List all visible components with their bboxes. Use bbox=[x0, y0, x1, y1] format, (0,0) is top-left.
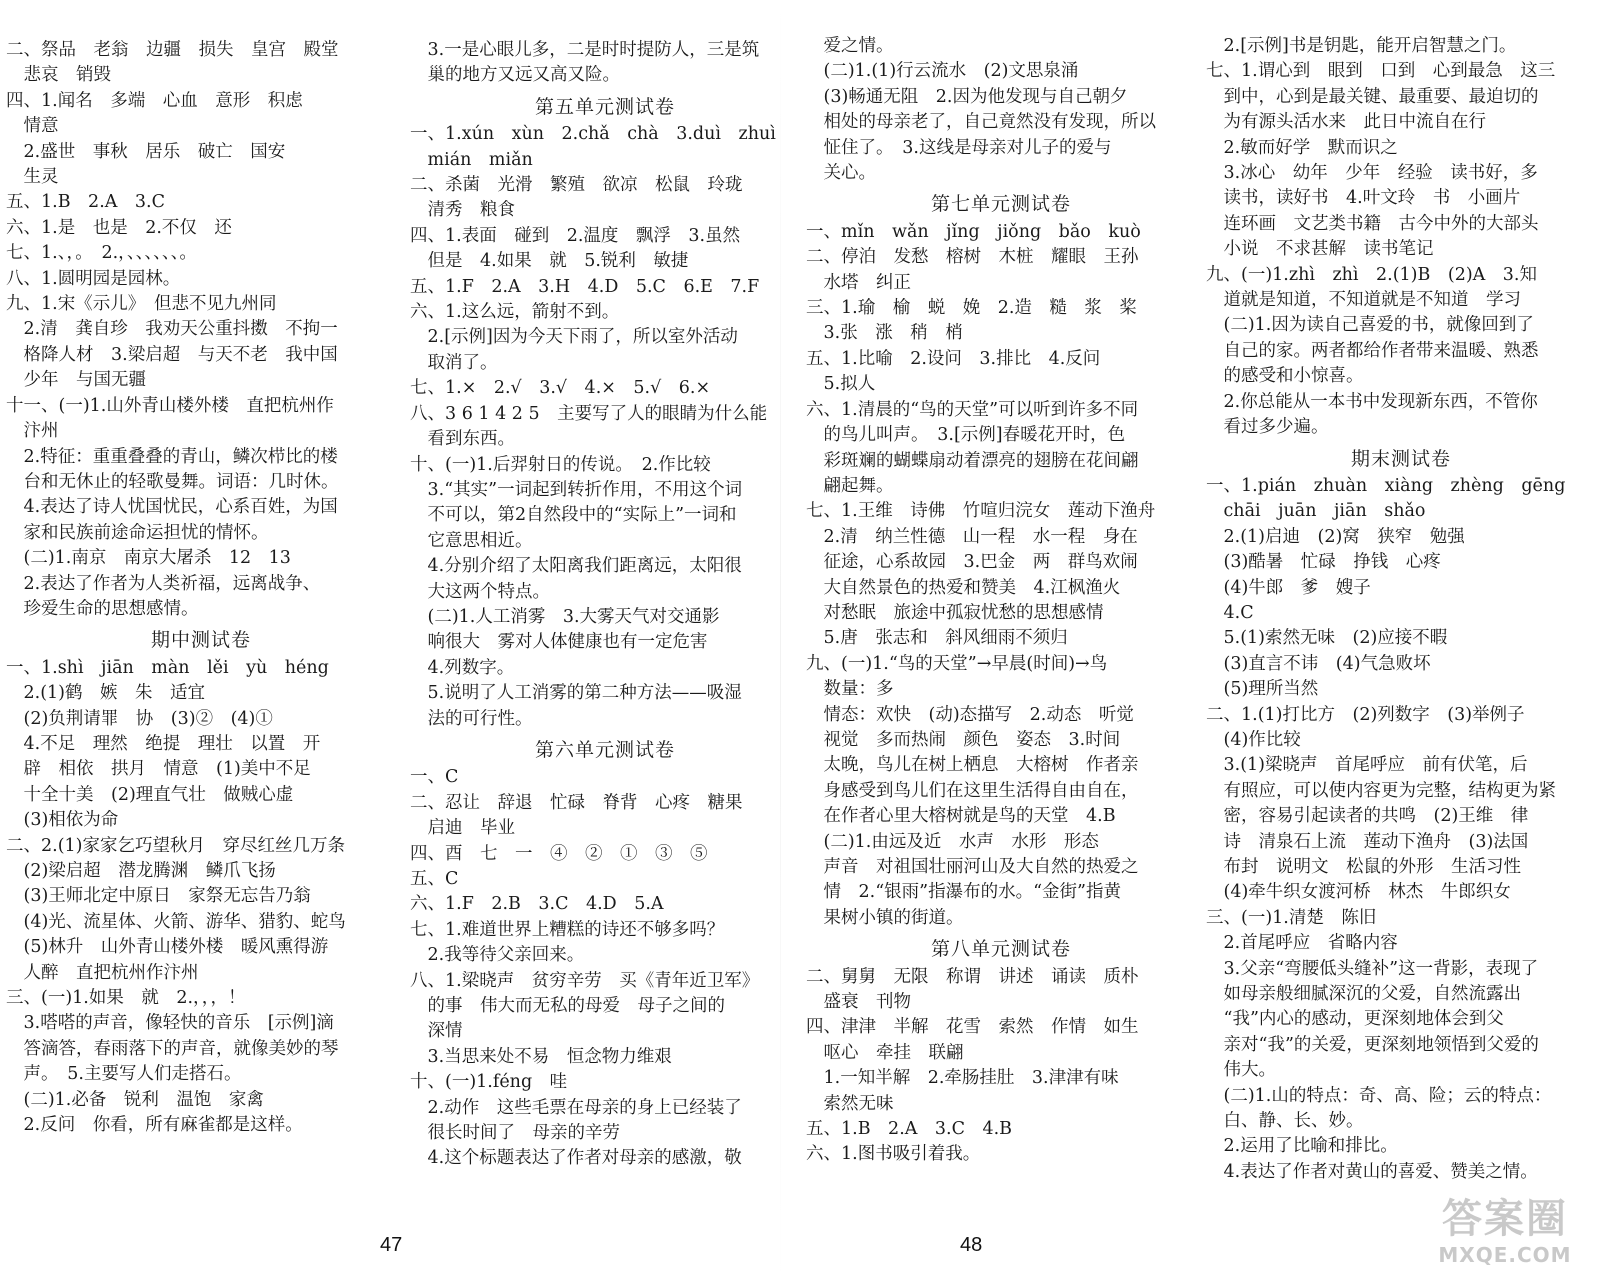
answer-line: 2.反问 你看，所有麻雀都是这样。 bbox=[6, 1115, 303, 1136]
answer-line: (二)1.南京 南京大屠杀 12 13 bbox=[6, 548, 291, 569]
answer-line: 七、1.× 2.√ 3.√ 4.× 5.√ 6.× bbox=[410, 378, 711, 399]
answer-line: 怔住了。 3.这线是母亲对儿子的爱与 bbox=[806, 137, 1112, 158]
answer-line: 果树小镇的街道。 bbox=[806, 907, 964, 928]
answer-line: 大这两个特点。 bbox=[410, 581, 550, 602]
answer-line: 五、C bbox=[410, 869, 459, 889]
answer-line: (二)1.山的特点：奇、高、险；云的特点： bbox=[1206, 1085, 1552, 1106]
answer-line: 看过多少遍。 bbox=[1206, 417, 1329, 438]
answer-line: 一、1.pián zhuàn xiàng zhèng gēng bbox=[1206, 475, 1566, 496]
answer-line: 九、(一)1.“鸟的天堂”→早晨(时间)→鸟 bbox=[806, 653, 1108, 674]
answer-line: 亲对“我”的关爱，更深刻地领悟到父爱的 bbox=[1206, 1034, 1539, 1055]
answer-line: 人醉 直把杭州作汴州 bbox=[6, 962, 199, 983]
answer-line: 3.父亲“弯腰低头缝补”这一背影，表现了 bbox=[1206, 958, 1539, 979]
answer-line: 小说 不求甚解 读书笔记 bbox=[1206, 239, 1434, 260]
answer-line: 一、C bbox=[410, 767, 459, 788]
answer-line: 答滴答，春雨落下的声音，就像美妙的琴 bbox=[6, 1038, 339, 1059]
answer-line: 二、祭品 老翁 边疆 损失 皇宫 殿堂 bbox=[6, 40, 339, 60]
answer-line: 五、1.比喻 2.设问 3.排比 4.反问 bbox=[806, 348, 1101, 369]
answer-line: 2.[示例]因为今天下雨了，所以室外活动 bbox=[410, 327, 738, 348]
answer-line: 2.盛世 事秋 居乐 破亡 国安 bbox=[6, 141, 286, 162]
answer-line: 2.特征：重重叠叠的青山，鳞次栉比的楼 bbox=[6, 446, 338, 467]
answer-line: 四、1.闻名 多端 心血 意形 积虑 bbox=[6, 90, 303, 111]
answer-line: (2)梁启超 潜龙腾渊 鳞爪飞扬 bbox=[6, 861, 276, 881]
answer-line: 4.表达了作者对黄山的喜爱、赞美之情。 bbox=[1206, 1161, 1538, 1182]
answer-line: 它意思相近。 bbox=[410, 530, 533, 551]
answer-line: 一、1.shì jiān màn lěi yù héng bbox=[6, 657, 329, 678]
answer-line: 3.冰心 幼年 少年 经验 读书好，多 bbox=[1206, 163, 1538, 184]
answer-line: 生灵 bbox=[6, 167, 59, 188]
section-heading: 期中测试卷 bbox=[150, 629, 251, 652]
answer-line: 情 2.“银雨”指瀑布的水。“金街”指黄 bbox=[806, 882, 1121, 903]
answer-line: 法的可行性。 bbox=[410, 708, 533, 729]
page-fold bbox=[780, 0, 781, 1286]
answer-line: 九、1.宋《示儿》 但悲不见九州同 bbox=[6, 294, 277, 315]
answer-line: 呕心 牵挂 联翩 bbox=[806, 1042, 964, 1063]
answer-line: 2.[示例]书是钥匙，能开启智慧之门。 bbox=[1206, 36, 1517, 56]
answer-line: (2)负荆请罪 协 (3)② (4)① bbox=[6, 708, 273, 729]
answer-line: 清秀 粮食 bbox=[410, 200, 515, 221]
answer-line: 悲哀 销毁 bbox=[6, 65, 111, 86]
answer-line: 三、1.瑜 榆 蜕 娩 2.造 糙 浆 桨 bbox=[806, 298, 1137, 319]
answer-line: 响很大 雾对人体健康也有一定危害 bbox=[410, 632, 708, 653]
answer-line: “我”内心的感动，更深刻地体会到父 bbox=[1206, 1009, 1504, 1030]
answer-line: 情态：欢快 (动)态描写 2.动态 听觉 bbox=[806, 704, 1134, 725]
answer-line: 不可以，第2自然段中的“实际上”一词和 bbox=[410, 505, 737, 526]
answer-line: (二)1.必备 锐利 温饱 家禽 bbox=[6, 1089, 264, 1110]
answer-line: 盛衰 刊物 bbox=[806, 992, 911, 1013]
answer-line: 二、2.(1)家家乞巧望秋月 穿尽红丝几万条 bbox=[6, 835, 345, 856]
watermark bbox=[1420, 1196, 1590, 1280]
answer-line: 九、(一)1.zhì zhì 2.(1)B (2)A 3.知 bbox=[1206, 264, 1537, 285]
answer-line: (5)理所当然 bbox=[1206, 679, 1319, 700]
answer-line: 五、1.B 2.A 3.C bbox=[6, 192, 165, 213]
answer-line: 巢的地方又远又高又险。 bbox=[410, 65, 620, 86]
answer-line: 六、1.F 2.B 3.C 4.D 5.A bbox=[410, 894, 664, 915]
answer-line: 2.清 纳兰性德 山一程 水一程 身在 bbox=[806, 526, 1138, 547]
answer-column-3 bbox=[806, 34, 1176, 1168]
answer-line: 3.当思来处不易 恒念物力维艰 bbox=[410, 1046, 672, 1067]
answer-line: 十、(一)1.féng 哇 bbox=[410, 1072, 568, 1093]
answer-line: 爱之情。 bbox=[806, 36, 894, 56]
answer-line: (二)1.人工消雾 3.大雾天气对交通影 bbox=[410, 606, 720, 627]
answer-line: 视觉 多而热闹 颜色 姿态 3.时间 bbox=[806, 729, 1121, 750]
answer-line: 3.“其实”一词起到转折作用，不用这个词 bbox=[410, 479, 743, 500]
answer-line: 的事 伟大而无私的母爱 母子之间的 bbox=[410, 996, 725, 1017]
answer-line: 十一、(一)1.山外青山楼外楼 直把杭州作 bbox=[6, 395, 334, 416]
answer-line: 七、1.谓心到 眼到 口到 心到最急 这三 bbox=[1206, 61, 1556, 82]
answer-line: 的感受和小惊喜。 bbox=[1206, 366, 1364, 387]
answer-line: 2.(1)鹤 嫉 朱 适宜 bbox=[6, 683, 205, 704]
answer-line: 3.一是心眼儿多，二是时时提防人，三是筑 bbox=[410, 40, 760, 60]
answer-line: 在作者心里大榕树就是鸟的天堂 4.B bbox=[806, 806, 1116, 827]
answer-line: 三、(一)1.如果 就 2.，，，！ bbox=[6, 988, 246, 1009]
answer-line: 十、(一)1.后羿射日的传说。 2.作比较 bbox=[410, 454, 711, 475]
answer-line: (二)1.(1)行云流水 (2)文思泉涌 bbox=[806, 61, 1079, 82]
answer-line: 5.拟人 bbox=[806, 374, 876, 395]
answer-line: 2.(1)启迪 (2)窝 狭窄 勉强 bbox=[1206, 526, 1465, 547]
answer-line: 2.敏而好学 默而识之 bbox=[1206, 137, 1398, 158]
answer-line: 有照应，可以使内容更为完整，结构更为紧 bbox=[1206, 780, 1556, 801]
answer-line: 三、(一)1.清楚 陈旧 bbox=[1206, 907, 1377, 928]
answer-line: 五、1.F 2.A 3.H 4.D 5.C 6.E 7.F bbox=[410, 276, 760, 297]
answer-line: 翩起舞。 bbox=[806, 475, 894, 496]
answer-line: 水塔 纠正 bbox=[806, 272, 911, 293]
answer-line: 2.清 龚自珍 我劝天公重抖擞 不拘一 bbox=[6, 319, 338, 340]
answer-line: 2.表达了作者为人类祈福，远离战争、 bbox=[6, 573, 321, 594]
answer-line: 一、mǐn wǎn jǐng jiǒng bǎo kuò bbox=[806, 221, 1141, 242]
answer-line: 四、1.表面 碰到 2.温度 飘浮 3.虽然 bbox=[410, 225, 741, 246]
answer-line: 的鸟儿叫声。 3.[示例]春暖花开时，色 bbox=[806, 425, 1126, 446]
answer-line: (4)作比较 bbox=[1206, 729, 1301, 750]
answer-line: 3.张 涨 稍 梢 bbox=[806, 323, 963, 344]
answer-line: 六、1.图书吸引着我。 bbox=[806, 1144, 981, 1165]
answer-line: 看到东西。 bbox=[410, 429, 515, 450]
answer-line: (3)酷暑 忙碌 挣钱 心疼 bbox=[1206, 552, 1441, 573]
answer-line: 家和民族前途命运担忧的情怀。 bbox=[6, 522, 269, 543]
answer-line: 八、3 6 1 4 2 5 主要写了人的眼睛为什么能 bbox=[410, 403, 768, 424]
answer-line: (3)直言不讳 (4)气急败坏 bbox=[1206, 653, 1431, 674]
answer-line: 2.运用了比喻和排比。 bbox=[1206, 1136, 1398, 1157]
answer-line: 密，容易引起读者的共鸣 (2)王维 律 bbox=[1206, 806, 1529, 827]
answer-line: 四、津津 半解 花雪 索然 作情 如生 bbox=[806, 1017, 1139, 1038]
answer-line: 4.表达了诗人忧国忧民，心系百姓，为国 bbox=[6, 497, 338, 518]
answer-line: 关心。 bbox=[806, 163, 876, 184]
answer-column-2 bbox=[410, 38, 780, 1172]
answer-line: 道就是知道，不知道就是不知道 学习 bbox=[1206, 290, 1521, 311]
answer-column-4 bbox=[1206, 34, 1576, 1185]
answer-line: 二、忍让 辞退 忙碌 脊背 心疼 糖果 bbox=[410, 792, 743, 813]
answer-line: (4)牛郎 爹 嫂子 bbox=[1206, 577, 1371, 598]
answer-line: 5.唐 张志和 斜风细雨不须归 bbox=[806, 628, 1068, 649]
answer-line: 4.不足 理然 绝提 理壮 以置 开 bbox=[6, 733, 321, 754]
answer-line: 读书，读好书 4.叶文玲 书 小画片 bbox=[1206, 188, 1521, 209]
answer-line: 征途，心系故园 3.巴金 两 群鸟欢闹 bbox=[806, 552, 1138, 573]
answer-line: 五、1.B 2.A 3.C 4.B bbox=[806, 1119, 1013, 1140]
section-heading: 第八单元测试卷 bbox=[930, 938, 1071, 961]
answer-line: 数量：多 bbox=[806, 679, 894, 700]
answer-line: 一、1.xún xùn 2.chǎ chà 3.duì zhuì bbox=[410, 124, 776, 145]
answer-line: 2.动作 这些毛票在母亲的身上已经装了 bbox=[410, 1097, 742, 1118]
section-heading: 第七单元测试卷 bbox=[930, 193, 1071, 216]
answer-line: 很长时间了 母亲的辛劳 bbox=[410, 1123, 620, 1144]
answer-line: 七、1.、，。 2.，、、、、、、。 bbox=[6, 243, 197, 264]
answer-column-1 bbox=[6, 38, 376, 1138]
answer-line: 台和无休止的轻歌曼舞。词语：几时休。 bbox=[6, 471, 339, 492]
answer-line: 2.你总能从一本书中发现新东西，不管你 bbox=[1206, 391, 1538, 412]
section-heading: 第五单元测试卷 bbox=[534, 95, 675, 118]
answer-line: 白、静、长、妙。 bbox=[1206, 1111, 1364, 1132]
section-heading: 期末测试卷 bbox=[1350, 447, 1451, 470]
answer-line: chāi juān jiān shǎo bbox=[1206, 501, 1426, 522]
answer-line: 4.这个标题表达了作者对母亲的感激，敬 bbox=[410, 1148, 742, 1169]
answer-line: 索然无味 bbox=[806, 1093, 894, 1114]
answer-line: 六、1.这么远，箭射不到。 bbox=[410, 302, 620, 323]
answer-line: 六、1.是 也是 2.不仅 还 bbox=[6, 217, 232, 238]
answer-line: 相处的母亲老了，自己竟然没有发现，所以 bbox=[806, 112, 1156, 133]
answer-line: 3.(1)梁晓声 首尾呼应 前有伏笔，后 bbox=[1206, 755, 1528, 776]
answer-line: 2.首尾呼应 省略内容 bbox=[1206, 933, 1398, 954]
answer-line: 大自然景色的热爱和赞美 4.江枫渔火 bbox=[806, 577, 1121, 598]
answer-line: 3.嗒嗒的声音，像轻快的音乐 [示例]滴 bbox=[6, 1013, 334, 1034]
answer-line: 汴州 bbox=[6, 421, 59, 442]
answer-line: (3)王师北定中原日 家祭无忘告乃翁 bbox=[6, 886, 311, 907]
answer-line: 辟 相依 拱月 情意 (1)美中不足 bbox=[6, 759, 311, 780]
answer-line: (4)牵牛织女渡河桥 林杰 牛郎织女 bbox=[1206, 882, 1511, 903]
answer-line: 七、1.王维 诗佛 竹喧归浣女 莲动下渔舟 bbox=[806, 501, 1156, 522]
section-heading: 第六单元测试卷 bbox=[534, 738, 675, 761]
answer-line: 但是 4.如果 就 5.锐利 敏捷 bbox=[410, 251, 689, 272]
answer-line: (二)1.因为读自己喜爱的书，就像回到了 bbox=[1206, 315, 1534, 336]
answer-line: 十全十美 (2)理直气壮 做贼心虚 bbox=[6, 784, 294, 805]
answer-line: 4.列数字。 bbox=[410, 657, 515, 678]
answer-line: 4.C bbox=[1206, 602, 1254, 623]
answer-line: 二、舅舅 无限 称谓 讲述 诵读 质朴 bbox=[806, 966, 1139, 987]
answer-line: (4)光、流星体、火箭、游华、猎豹、蛇鸟 bbox=[6, 911, 346, 932]
answer-line: 2.我等待父亲回来。 bbox=[410, 945, 585, 966]
answer-line: 格降人材 3.梁启超 与天不老 我中国 bbox=[6, 344, 338, 365]
answer-line: 如母亲般细腻深沉的父爱，自然流露出 bbox=[1206, 984, 1521, 1005]
answer-line: 二、停泊 发愁 榕树 木桩 耀眼 王孙 bbox=[806, 247, 1139, 268]
answer-line: 声音 对祖国壮丽河山及大自然的热爱之 bbox=[806, 857, 1139, 877]
answer-line: 情意 bbox=[6, 116, 59, 137]
page-number-right: 48 bbox=[960, 1234, 983, 1256]
answer-line: 八、1.梁晓声 贫穷辛劳 买《青年近卫军》 bbox=[410, 970, 760, 991]
answer-line: 四、酉 七 一 ④ ② ① ③ ⑤ bbox=[410, 843, 708, 864]
answer-line: 4.分别介绍了太阳离我们距离远，太阳很 bbox=[410, 556, 742, 577]
answer-line: 彩斑斓的蝴蝶扇动着漂亮的翅膀在花间翩 bbox=[806, 450, 1139, 471]
answer-line: 连环画 文艺类书籍 古今中外的大部头 bbox=[1206, 213, 1539, 234]
answer-line: 身感受到鸟儿们在这里生活得自由自在， bbox=[806, 780, 1139, 801]
watermark-logo: 答案圈 bbox=[1442, 1196, 1568, 1242]
answer-line: (二)1.由远及近 水声 水形 形态 bbox=[806, 831, 1099, 852]
answer-line: 启迪 毕业 bbox=[410, 818, 515, 839]
watermark-url: MXQE.COM bbox=[1438, 1243, 1572, 1267]
answer-line: 珍爱生命的思想感情。 bbox=[6, 598, 199, 619]
answer-line: 5.说明了人工消雾的第二种方法——吸湿 bbox=[410, 683, 742, 704]
answer-line: 八、1.圆明园是园林。 bbox=[6, 268, 181, 289]
answer-line: mián miǎn bbox=[410, 149, 533, 170]
answer-line: 少年 与国无疆 bbox=[6, 370, 146, 391]
answer-line: 太晚，鸟儿在树上栖息 大榕树 作者亲 bbox=[806, 755, 1139, 776]
answer-line: 对愁眠 旅途中孤寂忧愁的思想感情 bbox=[806, 602, 1104, 623]
answer-line: 声。 5.主要写人们走搭石。 bbox=[6, 1064, 242, 1085]
answer-line: (3)畅通无阻 2.因为他发现与自己朝夕 bbox=[806, 86, 1128, 107]
answer-line: 自己的家。两者都给作者带来温暖、熟悉 bbox=[1206, 340, 1539, 361]
page-number-left: 47 bbox=[380, 1234, 403, 1256]
answer-line: 伟大。 bbox=[1206, 1060, 1276, 1081]
answer-line: 二、1.(1)打比方 (2)列数字 (3)举例子 bbox=[1206, 704, 1525, 725]
answer-line: 1.一知半解 2.牵肠挂肚 3.津津有味 bbox=[806, 1068, 1119, 1089]
answer-line: (5)林升 山外青山楼外楼 暖风熏得游 bbox=[6, 937, 329, 958]
answer-line: (3)相依为命 bbox=[6, 810, 119, 831]
answer-line: 深情 bbox=[410, 1021, 463, 1042]
answer-line: 诗 清泉石上流 莲动下渔舟 (3)法国 bbox=[1206, 831, 1529, 852]
answer-line: 六、1.清晨的“鸟的天堂”可以听到许多不同 bbox=[806, 399, 1139, 420]
answer-line: 布封 说明文 松鼠的外形 生活习性 bbox=[1206, 857, 1521, 877]
answer-line: 七、1.难道世界上糟糕的诗还不够多吗？ bbox=[410, 919, 725, 940]
answer-line: 到中，心到是最关键、最重要、最迫切的 bbox=[1206, 86, 1539, 107]
answer-line: 二、杀菌 光滑 繁殖 欲凉 松鼠 玲珑 bbox=[410, 175, 743, 196]
answer-line: 5.(1)索然无味 (2)应接不暇 bbox=[1206, 628, 1448, 649]
answer-line: 为有源头活水来 此日中流自在行 bbox=[1206, 112, 1486, 133]
answer-line: 取消了。 bbox=[410, 352, 498, 373]
